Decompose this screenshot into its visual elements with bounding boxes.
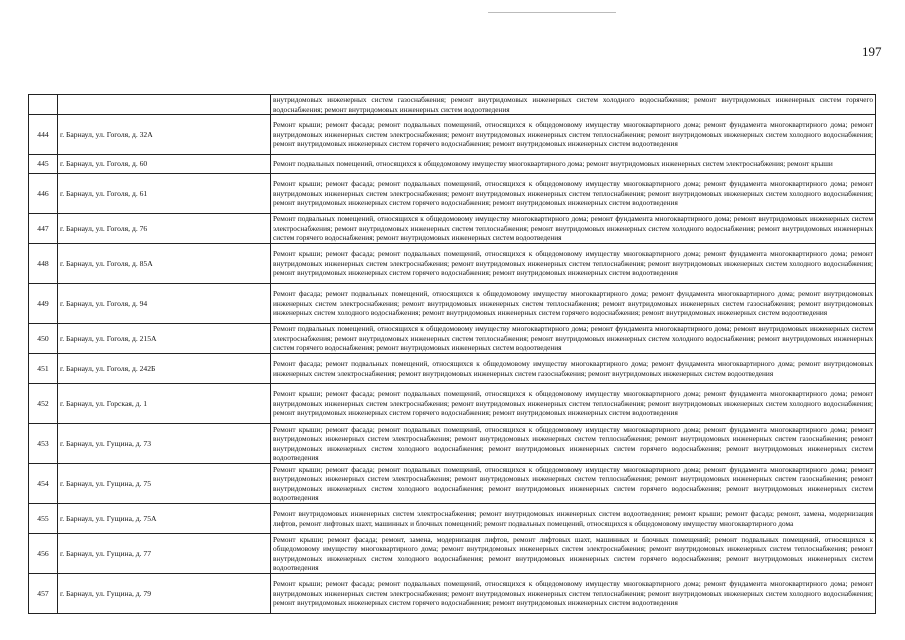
row-address: г. Барнаул, ул. Гоголя, д. 32А <box>58 115 271 155</box>
table-row <box>29 534 876 574</box>
row-number: 454 <box>29 464 58 504</box>
row-works: Ремонт крыши; ремонт фасада; ремонт подвальных помещений, относящихся к общедомовому имуществу многоквартирного дома; ремонт фундамента многоквартирного дома; ремонт внутридомовых инженерных систем электроснабжения; ремонт внутридомовых инженерных систем теплоснабжения; ремонт внутридомовых инженерных систем холодного водоснабжения; ремонт внутридомовых инженерных систем горячего водоснабжения; ремонт внутридомовых инженерных систем водоотведения <box>271 244 876 284</box>
row-works: внутридомовых инженерных систем газоснабжения; ремонт внутридомовых инженерных систем холодного водоснабжения; ремонт внутридомовых инженерных систем горячего водоснабжения; ремонт внутридомовых инженерных систем водоотведения <box>271 95 876 115</box>
table-row <box>29 244 876 284</box>
table-row <box>29 504 876 534</box>
table-row <box>29 574 876 614</box>
row-works: Ремонт крыши; ремонт фасада; ремонт, замена, модернизация лифтов, ремонт лифтовых шахт, машинных и блочных помещений; ремонт подвальных помещений, относящихся к общедомовому имуществу многоквартирного дома; ремонт внутридомовых инженерных систем электроснабжения; ремонт внутридомовых инженерных систем теплоснабжения; ремонт внутридомовых инженерных систем холодного водоснабжения; ремонт внутридомовых инженерных систем горячего водоснабжения; ремонт внутридомовых инженерных систем водоотведения <box>271 534 876 574</box>
row-number: 445 <box>29 155 58 174</box>
row-works: Ремонт подвальных помещений, относящихся к общедомовому имуществу многоквартирного дома; ремонт фундамента многоквартирного дома; ремонт внутридомовых инженерных систем электроснабжения; ремонт внутридомовых инженерных систем теплоснабжения; ремонт внутридомовых инженерных систем холодного водоснабжения; ремонт внутридомовых инженерных систем горячего водоснабжения; ремонт внутридомовых инженерных систем водоотведения <box>271 324 876 354</box>
row-number: 448 <box>29 244 58 284</box>
row-works: Ремонт подвальных помещений, относящихся к общедомовому имуществу многоквартирного дома; ремонт внутридомовых инженерных систем электроснабжения; ремонт крыши <box>271 155 876 174</box>
row-works: Ремонт фасада; ремонт подвальных помещений, относящихся к общедомовому имуществу многоквартирного дома; ремонт фундамента многоквартирного дома; ремонт внутридомовых инженерных систем электроснабжения; ремонт внутридомовых инженерных систем теплоснабжения; ремонт внутридомовых инженерных систем газоснабжения; ремонт внутридомовых инженерных систем холодного водоснабжения; ремонт внутридомовых инженерных систем горячего водоснабжения; ремонт внутридомовых инженерных систем водоотведения <box>271 284 876 324</box>
table-row <box>29 464 876 504</box>
row-works: Ремонт крыши; ремонт фасада; ремонт подвальных помещений, относящихся к общедомовому имуществу многоквартирного дома; ремонт фундамента многоквартирного дома; ремонт внутридомовых инженерных систем электроснабжения; ремонт внутридомовых инженерных систем теплоснабжения; ремонт внутридомовых инженерных систем холодного водоснабжения; ремонт внутридомовых инженерных систем горячего водоснабжения; ремонт внутридомовых инженерных систем водоотведения <box>271 384 876 424</box>
table-row <box>29 384 876 424</box>
page-number: 197 <box>862 44 882 59</box>
table-row <box>29 155 876 174</box>
row-works: Ремонт крыши; ремонт фасада; ремонт подвальных помещений, относящихся к общедомовому имуществу многоквартирного дома; ремонт фундамента многоквартирного дома; ремонт внутридомовых инженерных систем электроснабжения; ремонт внутридомовых инженерных систем теплоснабжения; ремонт внутридомовых инженерных систем холодного водоснабжения; ремонт внутридомовых инженерных систем горячего водоснабжения; ремонт внутридомовых инженерных систем водоотведения <box>271 574 876 614</box>
row-number: 451 <box>29 354 58 384</box>
row-works: Ремонт крыши; ремонт фасада; ремонт подвальных помещений, относящихся к общедомовому имуществу многоквартирного дома; ремонт фундамента многоквартирного дома; ремонт внутридомовых инженерных систем электроснабжения; ремонт внутридомовых инженерных систем теплоснабжения; ремонт внутридомовых инженерных систем газоснабжения; ремонт внутридомовых инженерных систем холодного водоснабжения; ремонт внутридомовых инженерных систем горячего водоснабжения; ремонт внутридомовых инженерных систем водоотведения <box>271 464 876 504</box>
row-address: г. Барнаул, ул. Гоголя, д. 61 <box>58 174 271 214</box>
row-number: 447 <box>29 214 58 244</box>
row-address: г. Барнаул, ул. Гущина, д. 77 <box>58 534 271 574</box>
table-row <box>29 95 876 115</box>
table-body <box>29 95 876 614</box>
row-address: г. Барнаул, ул. Гоголя, д. 94 <box>58 284 271 324</box>
row-works: Ремонт фасада; ремонт подвальных помещений, относящихся к общедомовому имуществу многоквартирного дома; ремонт фундамента многоквартирного дома; ремонт внутридомовых инженерных систем электроснабжения; ремонт внутридомовых инженерных систем газоснабжения; ремонт внутридомовых инженерных систем водоотведения <box>271 354 876 384</box>
row-address: г. Барнаул, ул. Гоголя, д. 215А <box>58 324 271 354</box>
row-works: Ремонт крыши; ремонт фасада; ремонт подвальных помещений, относящихся к общедомовому имуществу многоквартирного дома; ремонт фундамента многоквартирного дома; ремонт внутридомовых инженерных систем электроснабжения; ремонт внутридомовых инженерных систем теплоснабжения; ремонт внутридомовых инженерных систем газоснабжения; ремонт внутридомовых инженерных систем холодного водоснабжения; ремонт внутридомовых инженерных систем горячего водоснабжения; ремонт внутридомовых инженерных систем водоотведения <box>271 424 876 464</box>
row-address: г. Барнаул, ул. Гущина, д. 75 <box>58 464 271 504</box>
row-address: г. Барнаул, ул. Гоголя, д. 76 <box>58 214 271 244</box>
row-number: 455 <box>29 504 58 534</box>
row-works: Ремонт подвальных помещений, относящихся к общедомовому имуществу многоквартирного дома; ремонт фундамента многоквартирного дома; ремонт внутридомовых инженерных систем электроснабжения; ремонт внутридомовых инженерных систем теплоснабжения; ремонт внутридомовых инженерных систем холодного водоснабжения; ремонт внутридомовых инженерных систем горячего водоснабжения; ремонт внутридомовых инженерных систем водоотведения <box>271 214 876 244</box>
row-address: г. Барнаул, ул. Горская, д. 1 <box>58 384 271 424</box>
row-works: Ремонт крыши; ремонт фасада; ремонт подвальных помещений, относящихся к общедомовому имуществу многоквартирного дома; ремонт фундамента многоквартирного дома; ремонт внутридомовых инженерных систем электроснабжения; ремонт внутридомовых инженерных систем теплоснабжения; ремонт внутридомовых инженерных систем холодного водоснабжения; ремонт внутридомовых инженерных систем горячего водоснабжения; ремонт внутридомовых инженерных систем водоотведения <box>271 115 876 155</box>
row-number <box>29 95 58 115</box>
row-address: г. Барнаул, ул. Гоголя, д. 242Б <box>58 354 271 384</box>
table-row <box>29 284 876 324</box>
table-row <box>29 115 876 155</box>
row-address: г. Барнаул, ул. Гоголя, д. 60 <box>58 155 271 174</box>
table-row <box>29 174 876 214</box>
table-row <box>29 424 876 464</box>
scan-line <box>488 12 616 13</box>
row-number: 449 <box>29 284 58 324</box>
row-number: 450 <box>29 324 58 354</box>
row-number: 446 <box>29 174 58 214</box>
row-number: 457 <box>29 574 58 614</box>
row-address: г. Барнаул, ул. Гущина, д. 75А <box>58 504 271 534</box>
row-works: Ремонт внутридомовых инженерных систем электроснабжения; ремонт внутридомовых инженерных систем водоотведения; ремонт крыши; ремонт фасада; ремонт, замена, модернизация лифтов, ремонт лифтовых шахт, машинных и блочных помещений; ремонт подвальных помещений, относящихся к общедомовому имуществу многоквартирного дома <box>271 504 876 534</box>
table-row <box>29 324 876 354</box>
row-works: Ремонт крыши; ремонт фасада; ремонт подвальных помещений, относящихся к общедомовому имуществу многоквартирного дома; ремонт фундамента многоквартирного дома; ремонт внутридомовых инженерных систем электроснабжения; ремонт внутридомовых инженерных систем теплоснабжения; ремонт внутридомовых инженерных систем холодного водоснабжения; ремонт внутридомовых инженерных систем горячего водоснабжения; ремонт внутридомовых инженерных систем водоотведения <box>271 174 876 214</box>
row-address: г. Барнаул, ул. Гущина, д. 79 <box>58 574 271 614</box>
row-number: 453 <box>29 424 58 464</box>
repair-table <box>28 94 876 614</box>
row-number: 456 <box>29 534 58 574</box>
row-address: г. Барнаул, ул. Гущина, д. 73 <box>58 424 271 464</box>
table-row <box>29 214 876 244</box>
table-row <box>29 354 876 384</box>
row-address: г. Барнаул, ул. Гоголя, д. 85А <box>58 244 271 284</box>
row-address <box>58 95 271 115</box>
row-number: 444 <box>29 115 58 155</box>
row-number: 452 <box>29 384 58 424</box>
